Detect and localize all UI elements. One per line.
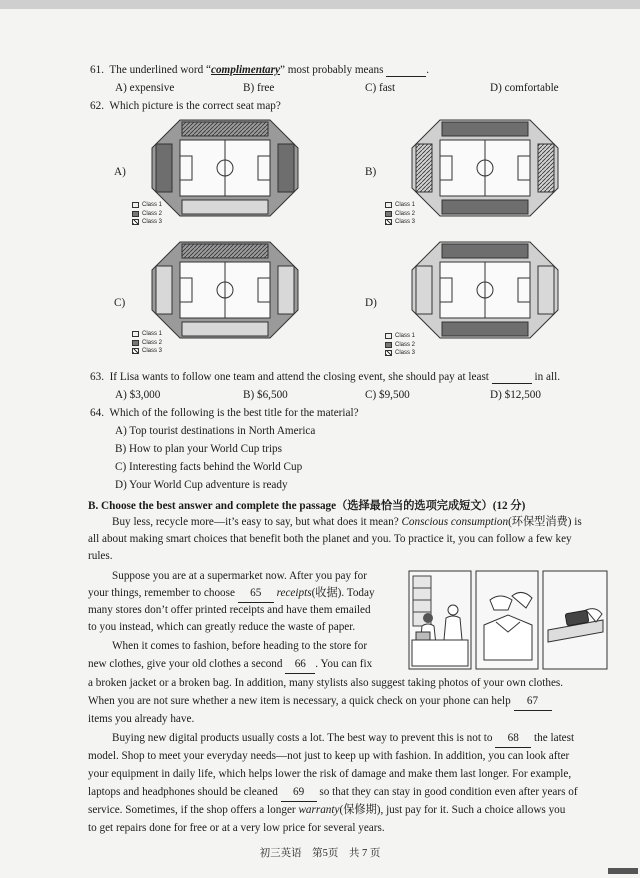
p4-line3: your equipment in daily life, which helps lower the risk of damage and make them last longer. For example, [88, 768, 572, 780]
seat-map-c [150, 240, 300, 340]
p1-line1 [112, 514, 582, 531]
p3-text-d: When you are not sure whether a new item is necessary, a quick check on your phone can help [88, 695, 511, 707]
q64-text: Which of the following is the best title for the material? [109, 407, 359, 419]
seat-map-b [410, 118, 560, 218]
q61-end: . [426, 64, 430, 76]
legend-swatch-class1 [385, 333, 392, 339]
illustration-phone [543, 571, 607, 669]
q61-option-c: C) fast [365, 82, 396, 94]
illustration-clothes [476, 571, 538, 669]
p3-text-post: . You can fix [315, 658, 373, 670]
p4-text-e-pre: service. Sometimes, if the shop offers a longer [88, 804, 299, 816]
q63-text: If Lisa wants to follow one team and attend the closing event, she should pay at least [109, 371, 489, 383]
legend-class3: Class 3 [395, 219, 416, 225]
legend-swatch-class1 [385, 202, 392, 208]
q62-number: 62. [90, 100, 104, 112]
q61-keyword: complimentary [210, 64, 280, 76]
legend-class3: Class 3 [395, 350, 416, 356]
legend-class3: Class 3 [142, 348, 163, 354]
stand-west-b [416, 144, 432, 192]
legend-b [385, 201, 415, 227]
q61-number: 61. [90, 64, 104, 76]
legend-c [132, 330, 162, 356]
p4-line5 [88, 802, 565, 819]
q63-option-d: D) $12,500 [490, 389, 541, 401]
p2-line2 [88, 585, 375, 603]
blank-65: 65 [238, 585, 274, 603]
q64-option-c: C) Interesting facts behind the World Cup [115, 461, 303, 473]
question-61 [90, 64, 429, 77]
p2-line3: many stores don’t offer printed receipts and have them emailed [88, 604, 371, 616]
p2-term: receipts [276, 587, 312, 599]
legend-class1: Class 1 [395, 333, 416, 339]
p4-line2: model. Shop to meet your everyday needs—not just to keep up with fashion. In addition, you can look after [88, 750, 570, 762]
p1-line3: rules. [88, 550, 113, 562]
legend-swatch-class3 [385, 350, 392, 356]
blank-68: 68 [495, 730, 531, 748]
question-64 [90, 407, 359, 419]
corner-mark [608, 868, 638, 874]
legend-swatch-class2 [132, 211, 139, 217]
stand-west-c [156, 266, 172, 314]
p1-term: Conscious consumption [401, 516, 509, 528]
q61-answer-blank [386, 64, 426, 77]
legend-swatch-class1 [132, 202, 139, 208]
q62-label-b: B) [365, 166, 377, 178]
legend-swatch-class3 [132, 348, 139, 354]
p1-line2: all about making smart choices that benefit both the planet and you. To practice it, you can follow a few key [88, 533, 572, 545]
p4-text-post: the latest [534, 732, 575, 744]
stand-west-d [416, 266, 432, 314]
p3-line5: items you already have. [88, 713, 195, 725]
p2-text-pre: your things, remember to choose [88, 587, 235, 599]
stand-south-c [182, 322, 268, 336]
p2-line4: to you instead, which can greatly reduce the waste of paper. [88, 621, 356, 633]
stand-east-a [278, 144, 294, 192]
top-edge [0, 0, 640, 9]
p4-term: warranty [298, 804, 340, 816]
stand-north-b [442, 122, 528, 136]
q62-label-c: C) [114, 297, 126, 309]
blank-66: 66 [285, 656, 315, 674]
q63-end: in all. [534, 371, 560, 383]
legend-class3: Class 3 [142, 219, 163, 225]
p3-line2 [88, 656, 372, 674]
q61-option-b: B) free [243, 82, 275, 94]
seat-map-d [410, 240, 560, 340]
legend-swatch-class2 [385, 342, 392, 348]
passage-illustrations [408, 570, 608, 670]
p4-text-pre: Buying new digital products usually costs a lot. The best way to prevent this is not to [112, 732, 493, 744]
legend-swatch-class3 [132, 219, 139, 225]
p4-line4 [88, 784, 578, 802]
q61-option-d: D) comfortable [490, 82, 559, 94]
q63-option-c: C) $9,500 [365, 389, 410, 401]
q62-label-a: A) [114, 166, 126, 178]
p4-text-d-post: so that they can stay in good condition even after years of [319, 786, 578, 798]
q61-text-before: The underlined word “ [109, 64, 211, 76]
p1-text-a: Buy less, recycle more—it’s easy to say, but what does it mean? [112, 516, 402, 528]
blank-67: 67 [514, 693, 552, 711]
p4-text-e-post: (保修期), just pay for it. Such a choice allows you [339, 804, 566, 816]
q63-option-b: B) $6,500 [243, 389, 288, 401]
q62-text: Which picture is the correct seat map? [109, 100, 281, 112]
legend-a [132, 201, 162, 227]
q63-number: 63. [90, 371, 104, 383]
p3-line3: a broken jacket or a broken bag. In addition, many stylists also suggest taking photos of your own clothes. [88, 677, 564, 689]
legend-class2: Class 2 [142, 339, 163, 346]
stand-east-b [538, 144, 554, 192]
section-b-title: B. Choose the best answer and complete the passage（选择最恰当的选项完成短文）(12 分) [88, 500, 526, 512]
stand-north-c [182, 244, 268, 258]
q63-answer-blank [492, 371, 532, 384]
page-footer: 初三英语 第5页 共 7 页 [259, 848, 381, 859]
stand-north-d [442, 244, 528, 258]
p2-text-post: (收据). Today [311, 587, 375, 599]
q64-option-a: A) Top tourist destinations in North America [115, 425, 316, 437]
legend-class1: Class 1 [395, 202, 416, 208]
illustration-checkout [409, 571, 471, 669]
stand-south-a [182, 200, 268, 214]
q64-option-b: B) How to plan your World Cup trips [115, 443, 283, 455]
stand-east-d [538, 266, 554, 314]
q63-option-a: A) $3,000 [115, 389, 161, 401]
legend-class1: Class 1 [142, 202, 163, 208]
q61-option-a: A) expensive [115, 82, 175, 94]
p4-text-d-pre: laptops and headphones should be cleaned [88, 786, 278, 798]
seat-map-a [150, 118, 300, 218]
stand-south-b [442, 200, 528, 214]
p3-line4 [88, 693, 552, 711]
legend-d [385, 332, 415, 358]
q62-label-d: D) [365, 297, 377, 309]
legend-swatch-class3 [385, 219, 392, 225]
p2-line1: Suppose you are at a supermarket now. After you pay for [112, 570, 367, 582]
legend-swatch-class2 [132, 340, 139, 346]
p3-text-pre: new clothes, give your old clothes a second [88, 658, 283, 670]
q61-text-after: ” most probably means [279, 64, 384, 76]
stand-west-a [156, 144, 172, 192]
question-63 [90, 371, 560, 384]
legend-class2: Class 2 [395, 210, 416, 217]
question-62 [90, 100, 281, 112]
legend-swatch-class1 [132, 331, 139, 337]
q64-option-d: D) Your World Cup adventure is ready [115, 479, 288, 491]
q64-number: 64. [90, 407, 104, 419]
stand-south-d [442, 322, 528, 336]
stand-north-a [182, 122, 268, 136]
blank-69: 69 [281, 784, 317, 802]
legend-swatch-class2 [385, 211, 392, 217]
stand-east-c [278, 266, 294, 314]
legend-class2: Class 2 [142, 210, 163, 217]
p1-text-b: (环保型消费) is [508, 516, 582, 528]
p4-line1 [112, 730, 574, 748]
p4-line6: to get repairs done for free or at a very low price for several years. [88, 822, 385, 834]
legend-class1: Class 1 [142, 331, 163, 337]
p3-line1: When it comes to fashion, before heading to the store for [112, 640, 368, 652]
legend-class2: Class 2 [395, 341, 416, 348]
